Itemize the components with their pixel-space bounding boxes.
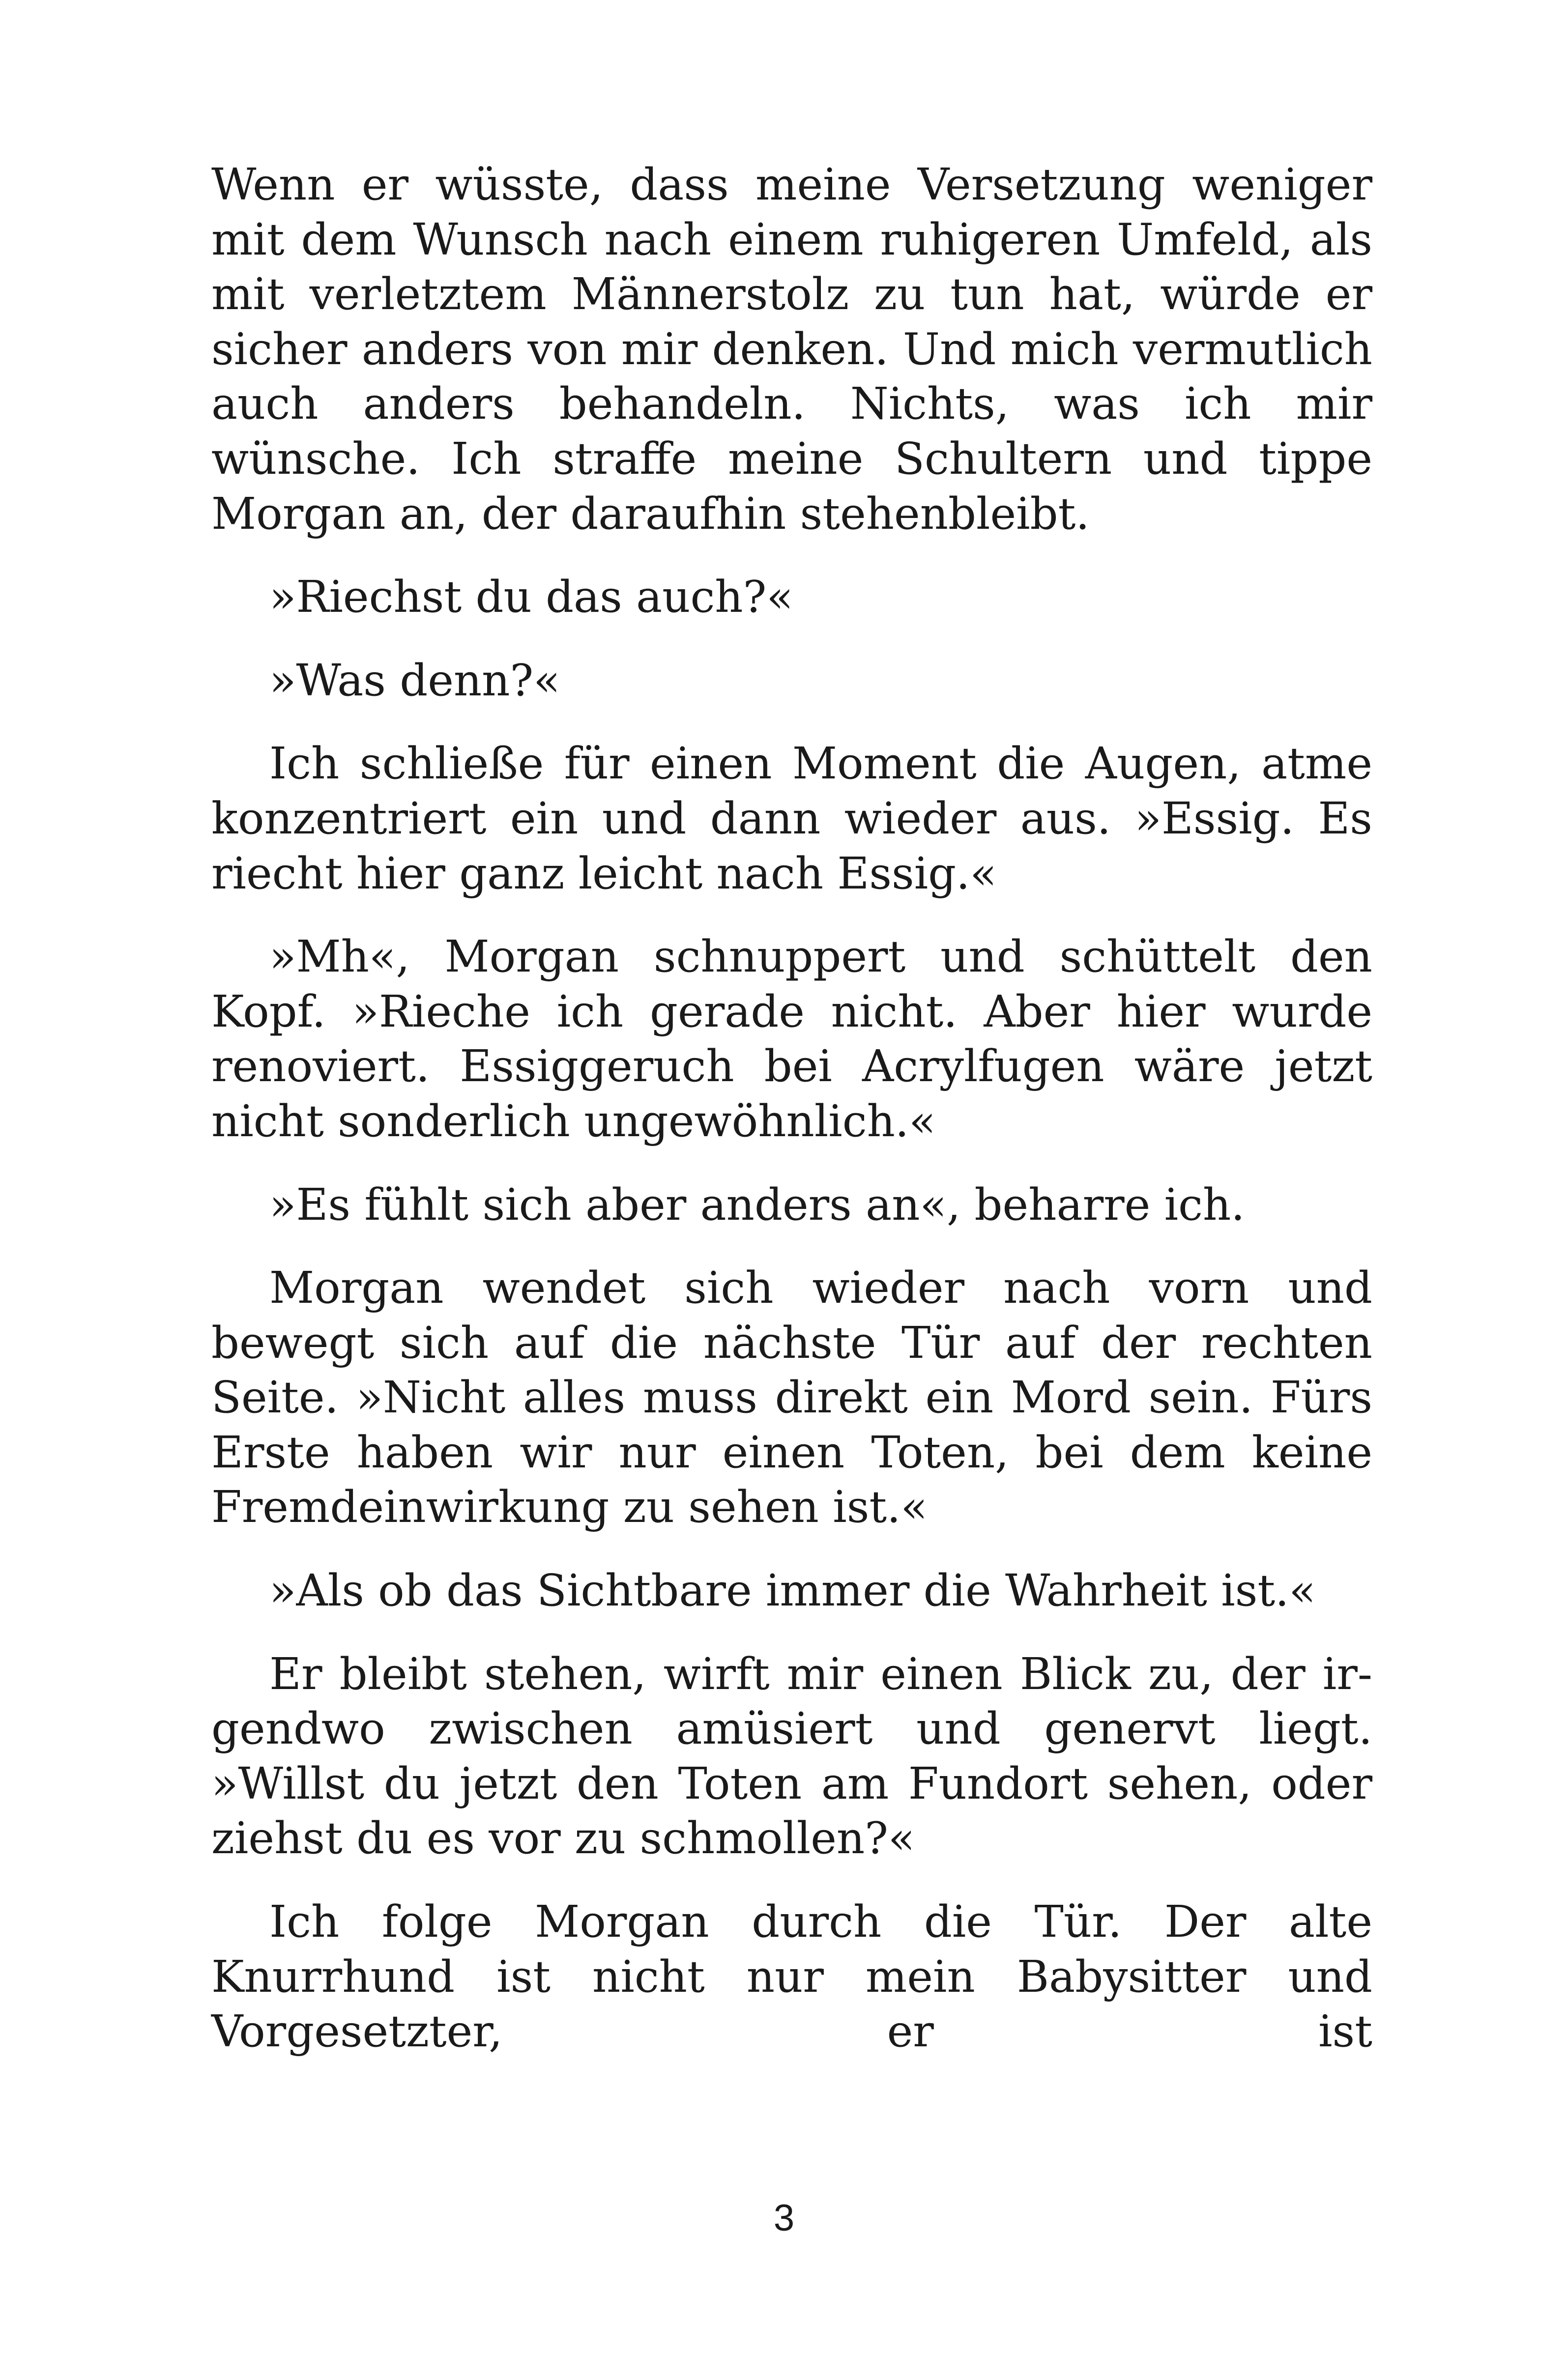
paragraph: Ich schließe für einen Moment die Augen, atme konzentriert ein und dann wieder aus. »Essig. Es riecht hier ganz leicht nach Essig.« [211, 738, 1372, 899]
paragraph: Ich folge Morgan durch die Tür. Der alte Knurrhund ist nicht nur mein Babysitter und Vorgesetzter, er ist [211, 1896, 1372, 2057]
body-text [211, 157, 1372, 2059]
page-number: 3 [773, 2197, 795, 2239]
paragraph: »Es fühlt sich aber anders an«, beharre ich. [269, 1178, 1245, 1230]
paragraph: »Riechst du das auch?« [269, 571, 793, 623]
paragraph: »Mh«, Morgan schnuppert und schüttelt den Kopf. »Rieche ich gerade nicht. Aber hier wurde renoviert. Essiggeruch bei Acrylfugen wäre jetzt nicht sonderlich ungewöhnlich.« [211, 931, 1372, 1147]
paragraph: Er bleibt stehen, wirft mir einen Blick zu, der irgendwo zwischen amüsiert und genervt liegt. »Willst du jetzt den Toten am Fundort sehen, oder ziehst du es vor zu schmollen?« [211, 1648, 1372, 1864]
paragraph: Morgan wendet sich wieder nach vorn und bewegt sich auf die nächste Tür auf der rechten Seite. »Nicht alles muss direkt ein Mord sein. Fürs Erste haben wir nur einen Toten, bei dem keine Fremdeinwirkung zu sehen ist.« [211, 1262, 1372, 1533]
paragraph: »Als ob das Sichtbare immer die Wahrheit ist.« [269, 1565, 1316, 1616]
paragraph: »Was denn?« [269, 654, 560, 706]
paragraph: Wenn er wüsste, dass meine Versetzung weniger mit dem Wunsch nach einem ruhigeren Umfeld, als mit verletztem Männerstolz zu tun hat, würde er sicher anders von mir denken. Und mich vermutlich auch anders behandeln. Nichts, was ich mir wünsche. Ich straffe meine Schultern und tippe Morgan an, der daraufhin stehenbleibt. [211, 159, 1372, 539]
